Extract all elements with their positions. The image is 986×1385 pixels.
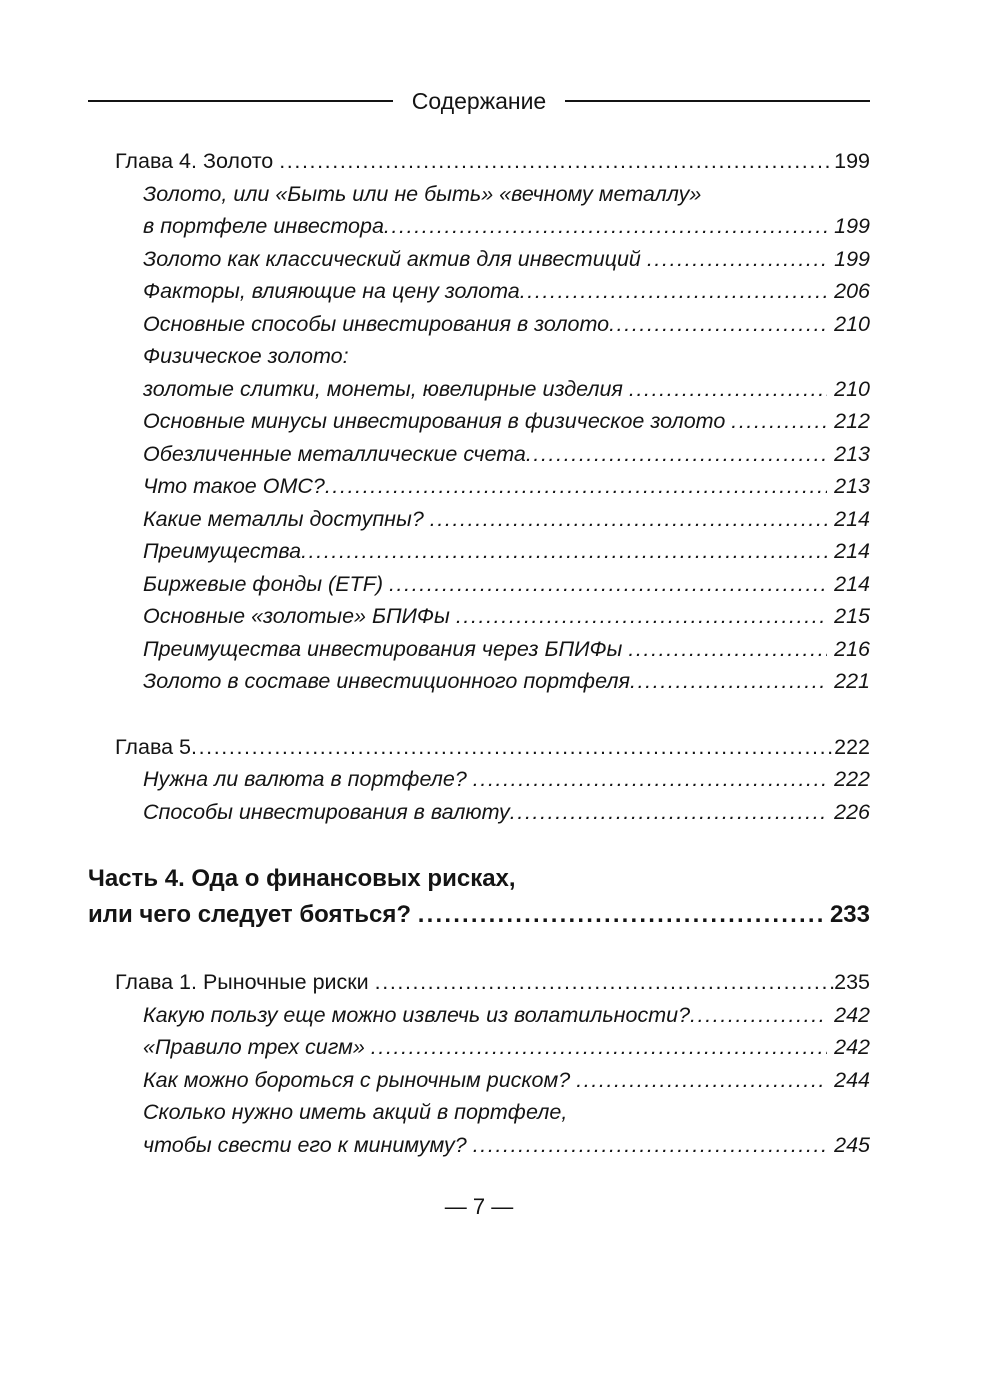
dotted-leader bbox=[473, 1129, 827, 1162]
page-title: Содержание bbox=[411, 88, 547, 114]
toc-entry-page: 222 bbox=[834, 734, 870, 759]
toc-entry-title: Золото как классический актив для инвестиций bbox=[143, 246, 647, 271]
toc-entry-page: 210 bbox=[834, 376, 870, 401]
toc-entry bbox=[88, 470, 870, 503]
dotted-leader bbox=[279, 145, 834, 178]
toc-entry-title: золотые слитки, монеты, ювелирные изделия bbox=[143, 376, 629, 401]
dotted-leader bbox=[375, 966, 834, 999]
toc-entry-page: 244 bbox=[834, 1067, 870, 1092]
toc-entry bbox=[88, 405, 870, 438]
toc-entry bbox=[88, 438, 870, 471]
toc-entry bbox=[88, 796, 870, 829]
page-footer bbox=[88, 1192, 870, 1222]
page-header bbox=[88, 86, 870, 116]
toc-entry-title: Что такое ОМС? bbox=[143, 474, 325, 498]
toc-entry-page: 199 bbox=[834, 214, 870, 238]
toc-entry-title: Преимущества bbox=[143, 539, 302, 563]
toc-entry-title: Какие металлы доступны? bbox=[143, 506, 430, 531]
toc-entry bbox=[88, 861, 870, 897]
toc-entry-page: 214 bbox=[834, 539, 870, 563]
toc-entry-page: 235 bbox=[834, 970, 870, 994]
toc-entry-title: в портфеле инвестора bbox=[143, 214, 384, 238]
dotted-leader bbox=[301, 535, 827, 568]
toc-entry-title: Основные минусы инвестирования в физическое золото bbox=[143, 409, 732, 433]
toc-entry-page: 199 bbox=[834, 246, 870, 271]
dotted-leader bbox=[629, 373, 827, 406]
toc-entry-page: 206 bbox=[834, 279, 870, 303]
toc-entry-page: 233 bbox=[829, 901, 870, 928]
dotted-leader bbox=[384, 210, 827, 243]
toc-entry-title: Факторы, влияющие на цену золота bbox=[143, 279, 520, 303]
toc-entry-title: Часть 4. Ода о финансовых рисках, bbox=[88, 865, 516, 892]
toc-entry-page: 213 bbox=[834, 441, 870, 466]
toc-entry bbox=[88, 568, 870, 601]
toc-entry-page: 214 bbox=[834, 506, 870, 531]
toc-entry-title: Преимущества инвестирования через БПИФы bbox=[143, 636, 629, 661]
toc-entry-page: 214 bbox=[834, 571, 870, 596]
dotted-leader bbox=[325, 470, 827, 503]
dotted-leader bbox=[389, 568, 827, 601]
toc-entry-title: Физическое золото: bbox=[143, 344, 349, 368]
toc-entry-title: чтобы свести его к минимуму? bbox=[143, 1132, 473, 1157]
dotted-leader bbox=[430, 503, 827, 536]
dotted-leader bbox=[609, 308, 827, 341]
toc-entry-title: Какую пользу еще можно извлечь из волатильности? bbox=[143, 1002, 691, 1027]
toc-entry-page: 212 bbox=[834, 409, 870, 433]
toc-entry bbox=[88, 340, 870, 373]
toc-entry bbox=[88, 178, 870, 211]
toc-entry bbox=[88, 373, 870, 406]
dotted-leader bbox=[526, 438, 827, 471]
toc-entry bbox=[88, 503, 870, 536]
toc-entry bbox=[88, 275, 870, 308]
toc-entry-page: 216 bbox=[834, 636, 870, 661]
header-rule-left bbox=[88, 100, 393, 102]
toc-entry-title: Основные способы инвестирования в золото bbox=[143, 311, 610, 336]
toc-entry bbox=[88, 999, 870, 1032]
dotted-leader bbox=[690, 999, 827, 1032]
toc-entry-page: 242 bbox=[834, 1035, 870, 1059]
header-rule-right bbox=[565, 100, 870, 102]
toc-entry-page: 245 bbox=[834, 1132, 870, 1157]
toc-entry-title: Сколько нужно иметь акций в портфеле, bbox=[143, 1100, 568, 1124]
toc-entry bbox=[88, 535, 870, 568]
toc-entry-page: 222 bbox=[834, 767, 870, 791]
dotted-leader bbox=[628, 633, 827, 666]
toc-entry bbox=[88, 210, 870, 243]
toc-entry-page: 226 bbox=[834, 799, 870, 824]
toc-entry-title: Нужна ли валюта в портфеле? bbox=[143, 767, 473, 791]
toc-entry bbox=[88, 731, 870, 764]
toc-entry-title: Глава 5 bbox=[115, 734, 192, 759]
toc-entry bbox=[88, 763, 870, 796]
toc-group bbox=[88, 966, 870, 1161]
toc-entry bbox=[88, 243, 870, 276]
toc-entry-title: Способы инвестирования в валюту bbox=[143, 799, 510, 824]
dotted-leader bbox=[456, 600, 827, 633]
dotted-leader bbox=[576, 1064, 827, 1097]
toc-group bbox=[88, 145, 870, 698]
toc-entry-title: Основные «золотые» БПИФы bbox=[143, 604, 456, 628]
toc-entry bbox=[88, 633, 870, 666]
toc-entry-title: «Правило трех сигм» bbox=[143, 1035, 371, 1059]
dotted-leader bbox=[371, 1031, 827, 1064]
toc-entry bbox=[88, 1064, 870, 1097]
toc-entry-page: 210 bbox=[834, 311, 870, 336]
toc-entry-title: Биржевые фонды (ETF) bbox=[143, 571, 389, 596]
toc-entry-page: 215 bbox=[834, 604, 870, 628]
toc-entry bbox=[88, 897, 870, 933]
toc-entry bbox=[88, 1031, 870, 1064]
toc-entry-title: Как можно бороться с рыночным риском? bbox=[143, 1067, 577, 1092]
dotted-leader bbox=[731, 405, 827, 438]
toc-entry-page: 199 bbox=[834, 149, 870, 173]
dotted-leader bbox=[473, 763, 827, 796]
toc-entry bbox=[88, 308, 870, 341]
toc-entry bbox=[88, 1096, 870, 1129]
dotted-leader bbox=[191, 731, 834, 764]
toc-entry-title: или чего следует бояться? bbox=[88, 901, 418, 928]
dotted-leader bbox=[647, 243, 827, 276]
toc-entry bbox=[88, 665, 870, 698]
dotted-leader bbox=[418, 897, 824, 933]
toc-group bbox=[88, 731, 870, 829]
page-number: — 7 — bbox=[444, 1194, 514, 1219]
toc-entry-title: Глава 1. Рыночные риски bbox=[115, 970, 375, 994]
toc-entry-title: Золото, или «Быть или не быть» «вечному металлу» bbox=[143, 181, 702, 206]
dotted-leader bbox=[520, 275, 827, 308]
toc-entry-title: Золото в составе инвестиционного портфеля bbox=[143, 669, 631, 693]
toc-entry-title: Обезличенные металлические счета bbox=[143, 441, 526, 466]
toc-entry bbox=[88, 1129, 870, 1162]
toc-entry-page: 213 bbox=[834, 474, 870, 498]
dotted-leader bbox=[630, 665, 827, 698]
dotted-leader bbox=[510, 796, 827, 829]
toc-entry-page: 242 bbox=[834, 1002, 870, 1027]
toc-group bbox=[88, 861, 870, 933]
toc-entry bbox=[88, 145, 870, 178]
toc-entry bbox=[88, 966, 870, 999]
toc-entry-page: 221 bbox=[834, 669, 870, 693]
toc-entry bbox=[88, 600, 870, 633]
toc bbox=[88, 145, 870, 1161]
toc-entry-title: Глава 4. Золото bbox=[115, 149, 280, 173]
